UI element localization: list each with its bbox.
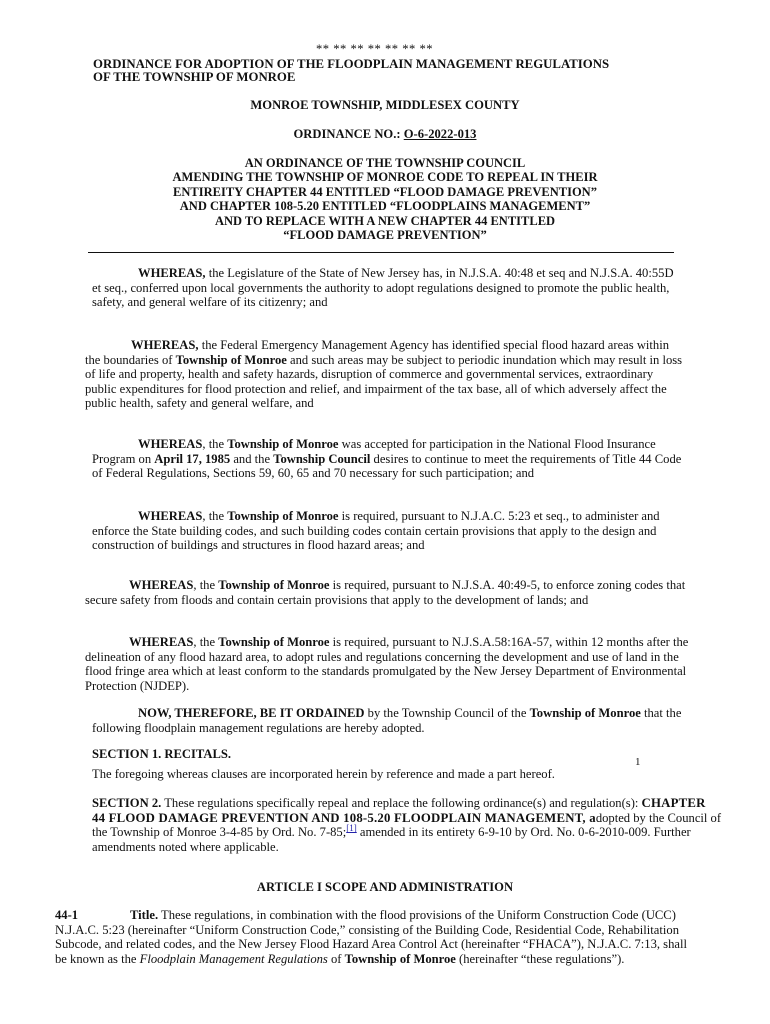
ordinance-number: O-6-2022-013: [403, 127, 477, 141]
whereas-paragraph-2: WHEREAS, the Federal Emergency Management Agency has identified special flood hazard areas within the boundaries of Township of Monroe and such areas may be subject to periodic inundation which may result in loss of life and property, health and safety hazards, disruption of commerce and governmental services, extraordinary public expenditures for flood protection and relief, and impairment of the tax base, all of which adversely affect the public health, safety and general welfare, and: [85, 338, 683, 411]
header-stars: ** ** ** ** ** ** **: [316, 42, 434, 56]
whereas-keyword: WHEREAS: [138, 509, 203, 523]
title-line-2: OF THE TOWNSHIP OF MONROE: [93, 70, 296, 85]
whereas-keyword: WHEREAS: [129, 635, 194, 649]
section-title: Title.: [130, 908, 159, 922]
section-2-paragraph: SECTION 2. These regulations specifically repeal and replace the following ordinance(s) and regulation(s): CHAPTER 44 FLOOD DAMAGE PREVENTION AND 108-5.20 FLOODPLAIN MANAGEMENT, adopted by the Council of the Township of Monroe 3-4-85 by Ord. No. 7-85;[1] amended in its entirety 6-9-10 by Ord. No. 0-6-2010-009. Further amendments noted where applicable.: [92, 796, 722, 854]
page-number: 1: [635, 756, 641, 768]
whereas-keyword: WHEREAS,: [131, 338, 199, 352]
ordinance-number-line: [60, 127, 710, 142]
article-44-1-paragraph: 44-1 Title. These regulations, in combination with the flood provisions of the Uniform Construction Code (UCC) N.J.A.C. 5:23 (hereinafter “Uniform Construction Code,” consisting of the Building Code, Residential Code, Rehabilitation Subcode, and related codes, and the New Jersey Flood Hazard Area Control Act (hereinafter “FHACA”), N.J.A.C. 7:13, shall be known as the Floodplain Management Regulations of Township of Monroe (hereinafter “these regulations”).: [55, 908, 687, 966]
section-1-heading: SECTION 1. RECITALS.: [92, 747, 232, 761]
whereas-paragraph-6: WHEREAS, the Township of Monroe is required, pursuant to N.J.S.A.58:16A-57, within 12 months after the delineation of any flood hazard area, to adopt rules and regulations concerning the development and use of land in the flood fringe area which at least conform to the standards promulgated by the New Jersey Department of Environmental Protection (NJDEP).: [85, 635, 689, 693]
document-title: [93, 58, 733, 85]
heading-line: AND CHAPTER 108-5.20 ENTITLED “FLOODPLAINS MANAGEMENT”: [179, 199, 591, 214]
county-line: MONROE TOWNSHIP, MIDDLESEX COUNTY: [250, 98, 520, 112]
heading-line: ENTIREITY CHAPTER 44 ENTITLED “FLOOD DAMAGE PREVENTION”: [173, 184, 597, 199]
whereas-keyword: WHEREAS: [129, 578, 194, 592]
title-line-1: ORDINANCE FOR ADOPTION OF THE FLOODPLAIN MANAGEMENT REGULATIONS: [93, 57, 610, 71]
section-2-label: SECTION 2.: [92, 796, 162, 810]
heading-line: AN ORDINANCE OF THE TOWNSHIP COUNCIL: [244, 156, 526, 170]
heading-line: AND TO REPLACE WITH A NEW CHAPTER 44 ENTITLED: [214, 213, 556, 228]
section-2-chapters: CHAPTER 44 FLOOD DAMAGE PREVENTION AND 108-5.20 FLOODPLAIN MANAGEMENT, a: [92, 796, 706, 825]
heading-line: AMENDING THE TOWNSHIP OF MONROE CODE TO REPEAL IN THEIR: [172, 170, 598, 185]
whereas-keyword: WHEREAS: [138, 437, 203, 451]
section-number: 44-1: [55, 908, 79, 922]
ordinance-label: ORDINANCE NO.:: [293, 127, 404, 141]
ordained-paragraph: NOW, THEREFORE, BE IT ORDAINED by the Township Council of the Township of Monroe that the following floodplain management regulations are hereby adopted.: [92, 706, 682, 735]
section-1-text: The foregoing whereas clauses are incorporated herein by reference and made a part hereof.: [92, 767, 555, 781]
whereas-paragraph-3: WHEREAS, the Township of Monroe was accepted for participation in the National Flood Insurance Program on April 17, 1985 and the Township Council desires to continue to meet the requirements of Title 44 Code of Federal Regulations, Sections 59, 60, 65 and 70 necessary for such participation; and: [92, 437, 682, 481]
ordained-keyword: NOW, THEREFORE, BE IT ORDAINED: [138, 706, 365, 720]
footnote-link[interactable]: [1]: [346, 823, 357, 833]
ordinance-heading: [60, 156, 710, 242]
whereas-paragraph-1: WHEREAS, the Legislature of the State of New Jersey has, in N.J.S.A. 40:48 et seq and N.J.S.A. 40:55D et seq., conferred upon local governments the authority to adopt regulations designed to promote the public health, safety, and general welfare of its citizenry; and: [92, 266, 674, 310]
article-heading: ARTICLE I SCOPE AND ADMINISTRATION: [256, 880, 514, 894]
whereas-keyword: WHEREAS,: [138, 266, 206, 280]
heading-line: “FLOOD DAMAGE PREVENTION”: [283, 228, 487, 243]
whereas-paragraph-5: WHEREAS, the Township of Monroe is required, pursuant to N.J.S.A. 40:49-5, to enforce zoning codes that secure safety from floods and contain certain provisions that apply to the development of lands; and: [85, 578, 686, 607]
horizontal-rule: [88, 252, 674, 253]
whereas-paragraph-4: WHEREAS, the Township of Monroe is required, pursuant to N.J.A.C. 5:23 et seq., to administer and enforce the State building codes, and such building codes contain certain provisions that apply to the design and construction of buildings and structures in flood hazard areas; and: [92, 509, 660, 553]
